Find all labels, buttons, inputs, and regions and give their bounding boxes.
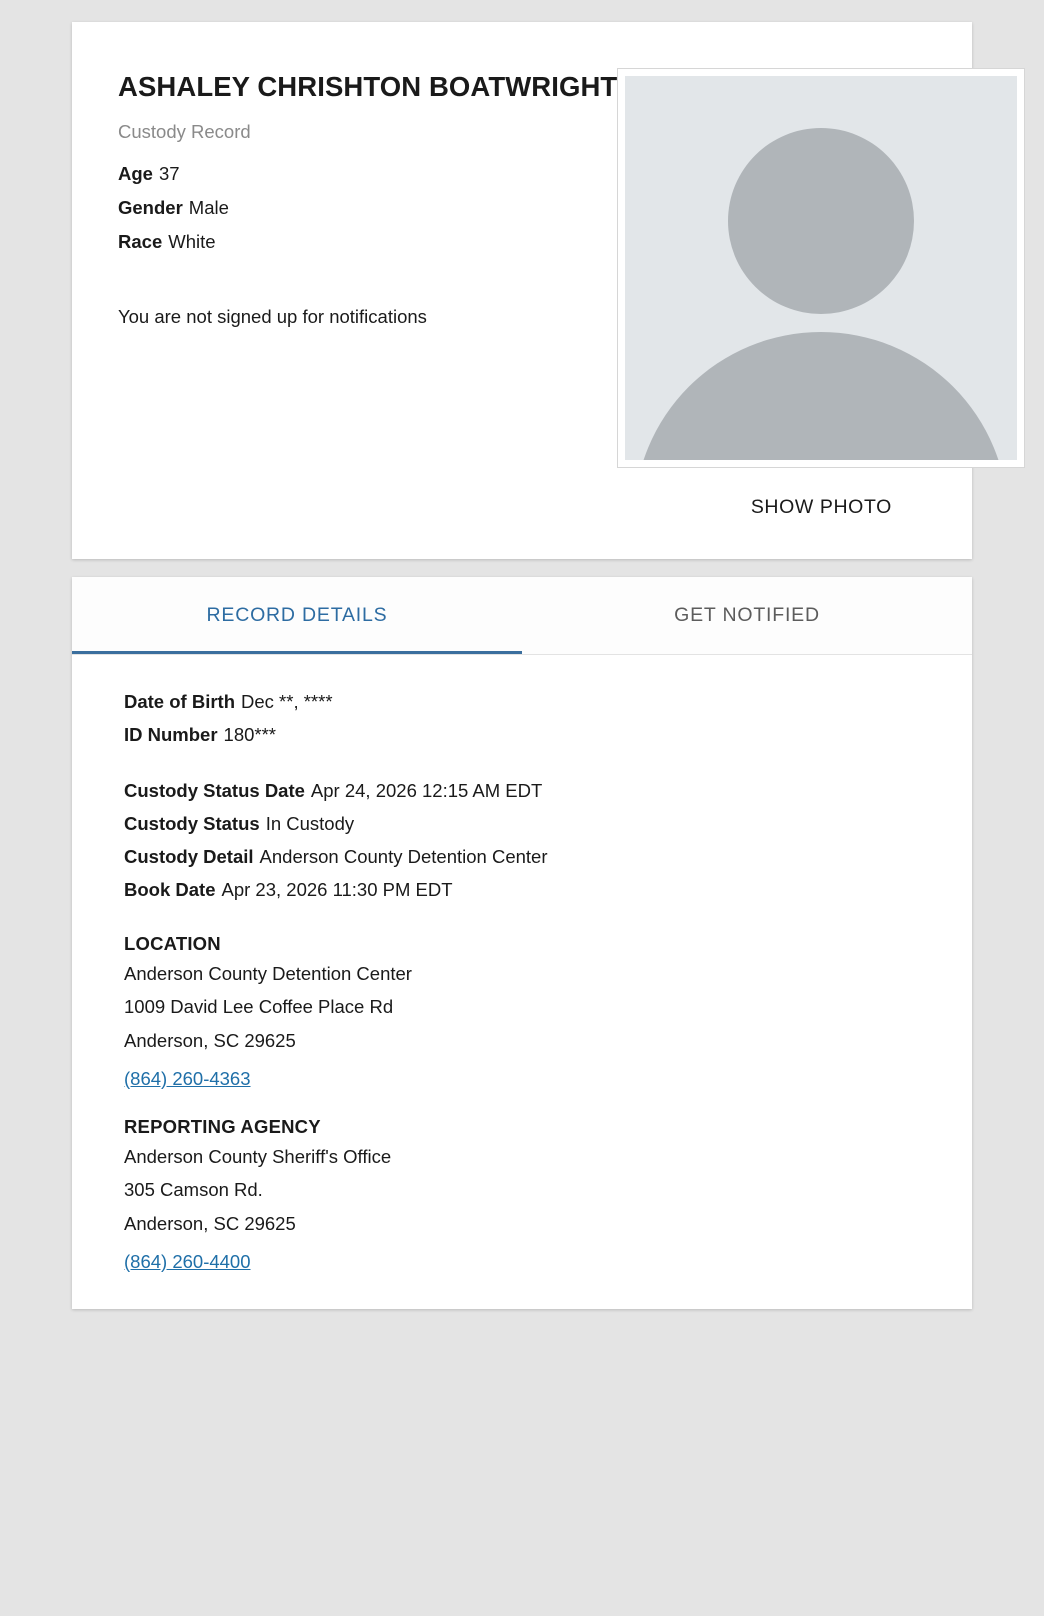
spacer xyxy=(124,752,920,774)
attribute-label: Race xyxy=(118,230,163,252)
location-line: Anderson County Detention Center xyxy=(124,962,412,984)
tab-get-notified[interactable]: GET NOTIFIED xyxy=(674,604,820,626)
attribute-value: Male xyxy=(188,197,229,219)
detail-label: ID Number xyxy=(124,724,218,746)
attribute-row xyxy=(118,191,617,225)
detail-label: Custody Detail xyxy=(124,846,254,868)
attribute-list xyxy=(118,157,617,258)
details-card xyxy=(72,577,972,1309)
detail-value: Dec **, **** xyxy=(241,691,333,712)
detail-value: In Custody xyxy=(265,812,355,834)
location-heading: LOCATION xyxy=(124,932,221,954)
detail-row-custody-status-date xyxy=(124,774,920,807)
location-line: Anderson, SC 29625 xyxy=(124,1030,296,1052)
person-avatar-icon xyxy=(625,76,1017,460)
detail-row-book-date xyxy=(124,873,920,906)
location-line: 1009 David Lee Coffee Place Rd xyxy=(124,996,394,1018)
attribute-value: White xyxy=(168,230,216,252)
record-details-panel xyxy=(72,655,972,1273)
avatar-head-shape xyxy=(728,128,914,314)
reporting-agency-line: 305 Camson Rd. xyxy=(124,1179,263,1201)
mugshot-placeholder xyxy=(617,68,1025,468)
attribute-row xyxy=(118,157,617,191)
reporting-agency-heading: REPORTING AGENCY xyxy=(124,1115,321,1137)
show-photo-button[interactable]: SHOW PHOTO xyxy=(750,496,892,518)
attribute-value: 37 xyxy=(158,163,180,185)
page-title: ASHALEY CHRISHTON BOATWRIGHT xyxy=(118,71,618,102)
attribute-row xyxy=(118,225,617,259)
detail-label: Date of Birth xyxy=(124,691,235,712)
attribute-label: Age xyxy=(118,163,153,185)
profile-top-layout xyxy=(72,48,972,519)
profile-card xyxy=(72,22,972,559)
detail-row-dob xyxy=(124,685,920,718)
detail-value: Apr 24, 2026 12:15 AM EDT xyxy=(310,779,543,801)
reporting-agency-line: Anderson, SC 29625 xyxy=(124,1213,296,1235)
reporting-agency-line: Anderson County Sheriff's Office xyxy=(124,1145,392,1167)
detail-value: Apr 23, 2026 11:30 PM EDT xyxy=(221,879,453,901)
detail-row-custody-detail xyxy=(124,840,920,873)
detail-row-id-number xyxy=(124,718,920,751)
notification-status-text: You are not signed up for notifications xyxy=(118,306,427,328)
profile-info-column xyxy=(118,48,617,328)
record-subtitle: Custody Record xyxy=(118,121,251,143)
detail-label: Book Date xyxy=(124,879,216,901)
reporting-agency-phone-link[interactable]: (864) 260-4400 xyxy=(124,1250,251,1272)
photo-column xyxy=(617,68,1025,519)
tab-bar xyxy=(72,577,972,655)
detail-label: Custody Status Date xyxy=(124,779,305,801)
attribute-label: Gender xyxy=(118,197,183,219)
detail-value: 180*** xyxy=(223,724,277,746)
detail-value: Anderson County Detention Center xyxy=(259,846,548,868)
detail-label: Custody Status xyxy=(124,812,260,834)
page-root xyxy=(0,22,1044,1616)
location-phone-link[interactable]: (864) 260-4363 xyxy=(124,1067,251,1089)
detail-row-custody-status xyxy=(124,807,920,840)
avatar-body-shape xyxy=(634,332,1008,460)
tab-record-details[interactable]: RECORD DETAILS xyxy=(72,577,522,654)
